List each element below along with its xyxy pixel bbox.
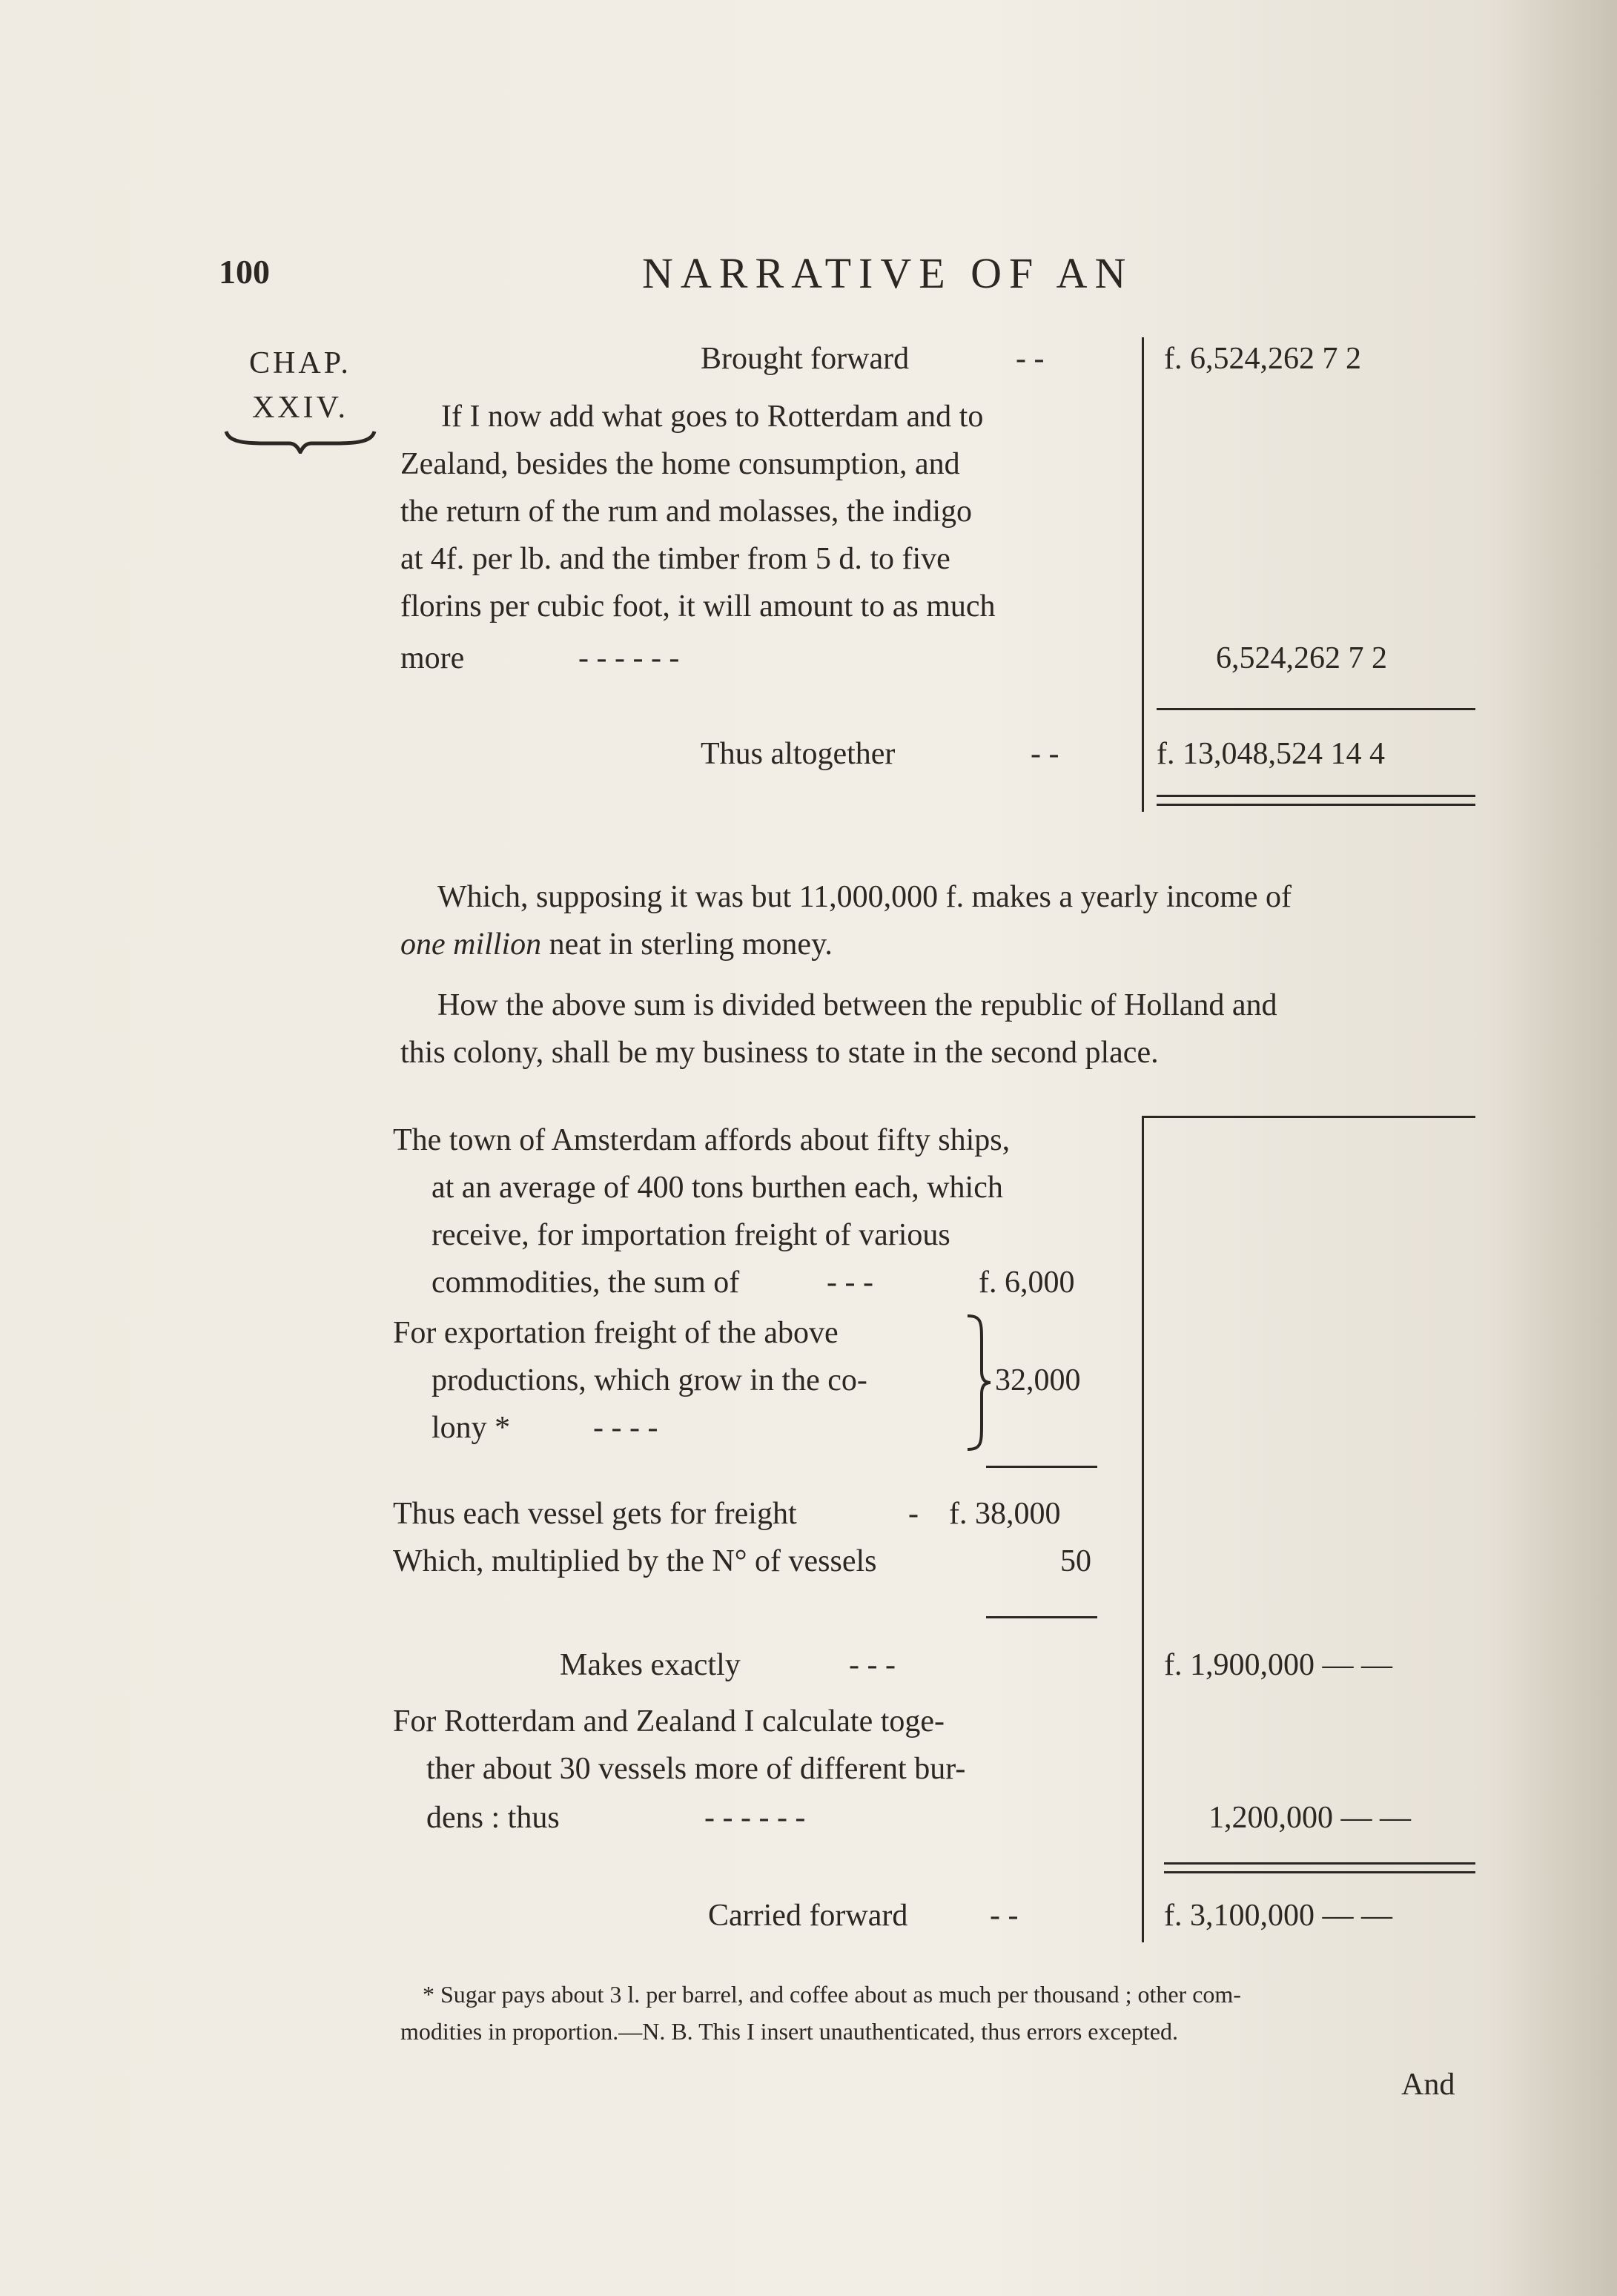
freight-column-rule [1142,1116,1144,1942]
footnote [400,1976,1475,2050]
amsterdam-line: at an average of 400 tons burthen each, which [431,1171,1003,1205]
chapter-label: CHAP. [249,346,351,380]
makes-dashes: - - - [849,1648,896,1682]
carried-amount: f. 3,100,000 — — [1164,1899,1392,1933]
footnote-line1: * Sugar pays about 3 l. per barrel, and coffee about as much per thousand ; other com- [423,1981,1241,2008]
commodities-label: commodities, the sum of [431,1266,740,1300]
footnote-line2: modities in proportion.—N. B. This I insert unauthenticated, thus errors excepted. [400,2018,1178,2045]
brought-forward-amount: f. 6,524,262 7 2 [1164,342,1361,376]
export-brace [964,1312,993,1453]
multiply-rule [986,1616,1097,1618]
dens-amount: 1,200,000 — — [1208,1801,1411,1835]
export-amount: 32,000 [995,1363,1081,1397]
multiplied-label: Which, multiplied by the N° of vessels [393,1544,877,1578]
brought-forward-dashes: - - [1016,342,1045,376]
para-line: Zealand, besides the home consumption, and [400,447,960,481]
total-label: Thus altogether [701,737,896,771]
para-line: the return of the rum and molasses, the indigo [400,494,972,529]
p1-line1: Which, supposing it was but 11,000,000 f. makes a yearly income of [437,880,1292,914]
para-line: florins per cubic foot, it will amount to as much [400,589,996,623]
carried-dashes: - - [990,1899,1019,1933]
amsterdam-paragraph [393,1116,1120,1259]
export-line: lony * [431,1411,511,1445]
total-amount: f. 13,048,524 14 4 [1157,737,1385,771]
para-line: If I now add what goes to Rotterdam and to [441,400,984,434]
sum-rule [1157,708,1475,710]
p1-line2 [400,921,1498,968]
makes-label: Makes exactly [560,1648,741,1682]
makes-amount: f. 1,900,000 — — [1164,1648,1392,1682]
each-label: Thus each vessel gets for freight [393,1497,797,1531]
one-million-italic: one million [400,927,542,962]
total-double-rule-bottom [1157,804,1475,806]
chapter-number: XXIV. [251,391,349,425]
dens-dashes: - - - - - - [704,1801,806,1835]
p2-line1: How the above sum is divided between the republic of Holland and [437,988,1277,1022]
more-amount: 6,524,262 7 2 [1216,641,1387,675]
commodities-amount: f. 6,000 [979,1266,1075,1300]
p1-line2-rest: neat in sterling money. [541,927,833,962]
freight-column-top-rule [1142,1116,1475,1118]
division-paragraph [400,982,1498,1076]
freight-subtotal-rule [986,1466,1097,1468]
carried-label: Carried forward [708,1899,908,1933]
rotterdam-line: For Rotterdam and Zealand I calculate toge- [393,1704,945,1738]
addition-paragraph [400,393,1127,630]
export-dashes: - - - - [593,1411,658,1445]
more-dashes: - - - - - - [578,641,680,675]
amsterdam-line: The town of Amsterdam affords about fifty ships, [393,1123,1011,1157]
commodities-dashes: - - - [827,1266,873,1300]
p2-line2: this colony, shall be my business to state in the second place. [400,1036,1159,1070]
page-number: 100 [219,253,270,291]
multiplied-amount: 50 [1060,1544,1091,1578]
rotterdam-paragraph [393,1698,1120,1793]
income-paragraph [400,873,1498,968]
top-column-rule [1142,337,1144,812]
export-line: For exportation freight of the above [393,1316,839,1350]
export-line: productions, which grow in the co- [431,1363,867,1397]
carried-double-rule-bottom [1164,1871,1475,1873]
each-dash: - [908,1497,919,1531]
para-line: at 4f. per lb. and the timber from 5 d. to five [400,542,950,576]
each-amount: f. 38,000 [949,1497,1061,1531]
total-dashes: - - [1031,737,1059,771]
more-label: more [400,641,465,675]
total-double-rule-top [1157,795,1475,797]
rotterdam-line: ther about 30 vessels more of different bur- [426,1752,966,1786]
chapter-marker [226,341,374,430]
amsterdam-line: receive, for importation freight of various [431,1218,950,1252]
running-title: NARRATIVE OF AN [642,249,1134,297]
chapter-brace-ornament [222,424,378,454]
dens-label: dens : thus [426,1801,560,1835]
brought-forward-label: Brought forward [701,342,910,376]
catchword: And [1401,2068,1455,2102]
carried-double-rule-top [1164,1862,1475,1865]
